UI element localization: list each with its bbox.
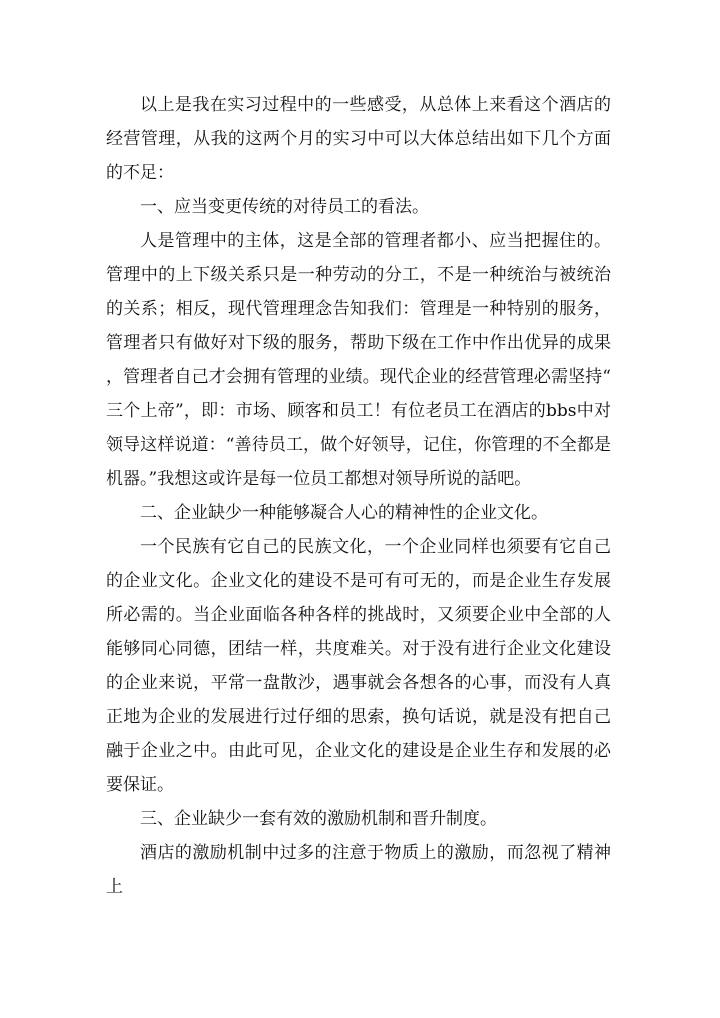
paragraph-section-1: 人是管理中的主体，这是全部的管理者都小、应当把握住的。管理中的上下级关系只是一种劳动的分工，不是一种统治与被统治的关系；相反，现代管理理念告知我们：管理是一种特别的服务，管理者只有做好对下级的服务，帮助下级在工作中作出优异的成果，管理者自己才会拥有管理的业绩。现代企业的经营管理必需坚持“三个上帝”，即：市场、顾客和员工！有位老员工在酒店的bbs中对领导这样说道：“善待员工，做个好领导，记住，你管理的不全都是机器。”我想这或许是每一位员工都想对领导所说的話吧。 [106, 231, 611, 489]
section-heading-1: 一、应当变更传统的对待员工的看法。 [140, 197, 429, 217]
section-heading-2: 二、企业缺少一种能够凝合人心的精神性的企业文化。 [140, 503, 548, 523]
document-body [106, 88, 611, 904]
section-heading-3: 三、企业缺少一套有效的激励机制和晋升制度。 [140, 809, 497, 829]
paragraph-intro: 以上是我在实习过程中的一些感受，从总体上来看这个酒店的经营管理，从我的这两个月的实习中可以大体总结出如下几个方面的不足： [106, 95, 611, 183]
paragraph-section-2: 一个民族有它自己的民族文化，一个企业同样也须要有它自己的企业文化。企业文化的建设不是可有可无的，而是企业生存发展所必需的。当企业面临各种各样的挑战时，又须要企业中全部的人能够同心同德，团结一样，共度难关。对于没有进行企业文化建设的企业来说，平常一盘散沙，遇事就会各想各的心事，而没有人真正地为企业的发展进行过仔细的思索，换句话说，就是没有把自己融于企业之中。由此可见，企业文化的建设是企业生存和发展的必要保证。 [106, 537, 611, 795]
paragraph-section-3: 酒店的激励机制中过多的注意于物质上的激励，而忽视了精神上 [106, 843, 611, 897]
